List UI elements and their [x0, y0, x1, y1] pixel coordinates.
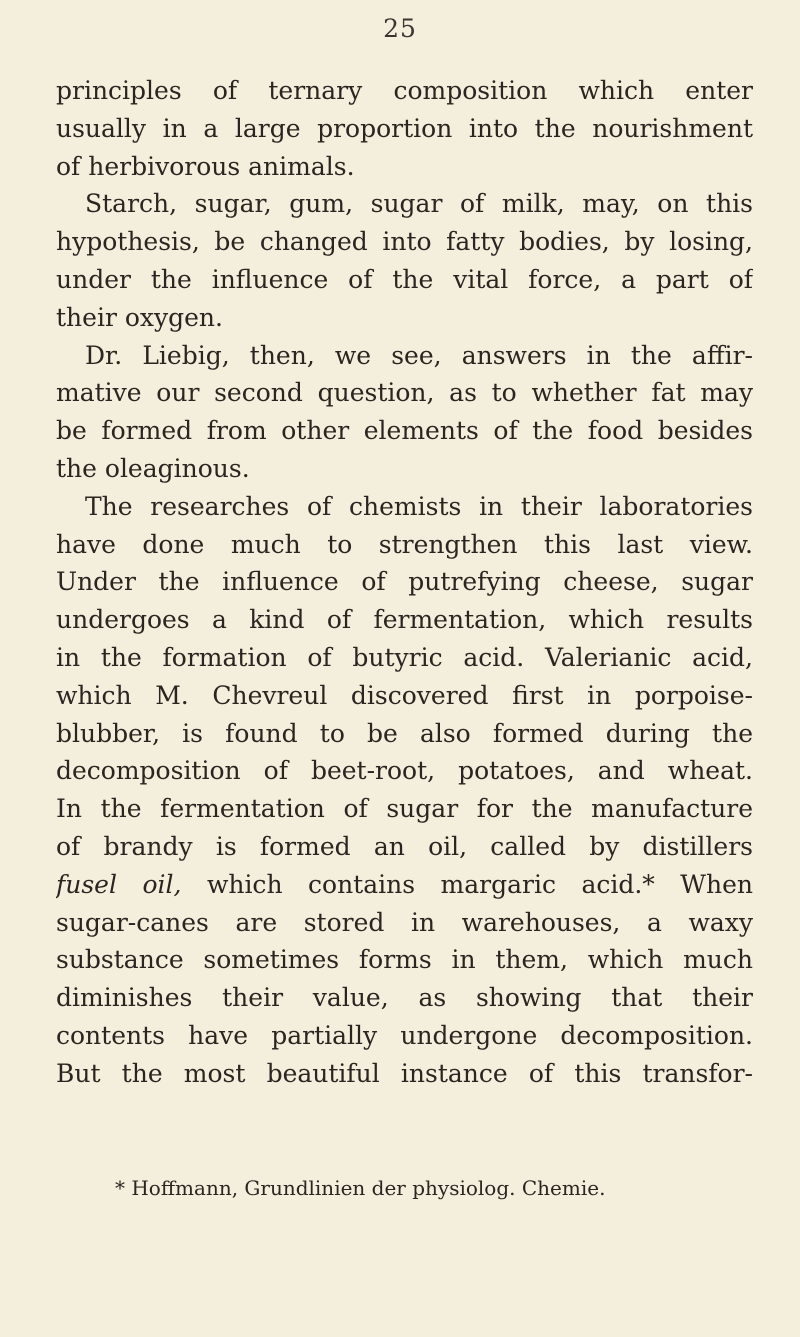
text-line: be formed from other elements of the food besides — [56, 416, 753, 446]
text-line: Dr. Liebig, then, we see, answers in the affir- — [85, 340, 753, 370]
text-line: contents have partially undergone decomposition. — [56, 1020, 753, 1050]
text-line: in the formation of butyric acid. Valerianic acid, — [56, 642, 753, 672]
italic-term: fusel oil, — [56, 869, 182, 899]
text-line: sugar-canes are stored in warehouses, a waxy — [56, 907, 753, 937]
text-segment: which contains margaric acid.* When — [181, 869, 753, 899]
text-line: But the most beautiful instance of this transfor- — [56, 1058, 753, 1088]
text-line: which M. Chevreul discovered first in porpoise- — [56, 680, 753, 710]
text-line: of brandy is formed an oil, called by distillers — [56, 831, 753, 861]
text-line: hypothesis, be changed into fatty bodies, by losing, — [56, 227, 753, 257]
text-line: of herbivorous animals. — [56, 151, 355, 181]
text-line: Starch, sugar, gum, sugar of milk, may, on this — [85, 189, 753, 219]
text-line: diminishes their value, as showing that their — [56, 983, 753, 1013]
text-line: principles of ternary composition which enter — [56, 76, 753, 105]
text-line: have done much to strengthen this last view. — [56, 529, 753, 559]
page-number: 25 — [383, 14, 417, 43]
text-line: In the fermentation of sugar for the manufacture — [56, 794, 753, 824]
text-line: blubber, is found to be also formed during the — [56, 718, 753, 748]
text-line: Under the influence of putrefying cheese, sugar — [56, 567, 753, 597]
text-line: their oxygen. — [56, 302, 223, 332]
text-line: under the influence of the vital force, a part of — [56, 264, 753, 294]
text-line: the oleaginous. — [56, 453, 250, 483]
text-line: mative our second question, as to whether fat may — [56, 378, 753, 408]
text-line: The researches of chemists in their laboratories — [85, 491, 753, 521]
text-line: substance sometimes forms in them, which much — [56, 945, 753, 975]
text-line: undergoes a kind of fermentation, which results — [56, 605, 753, 635]
text-line-mixed — [56, 866, 753, 904]
body-text — [56, 72, 753, 1093]
text-line: decomposition of beet-root, potatoes, and wheat. — [56, 756, 753, 786]
footnote: * Hoffmann, Grundlinien der physiolog. Chemie. — [115, 1176, 606, 1200]
text-line: usually in a large proportion into the nourishment — [56, 113, 753, 143]
